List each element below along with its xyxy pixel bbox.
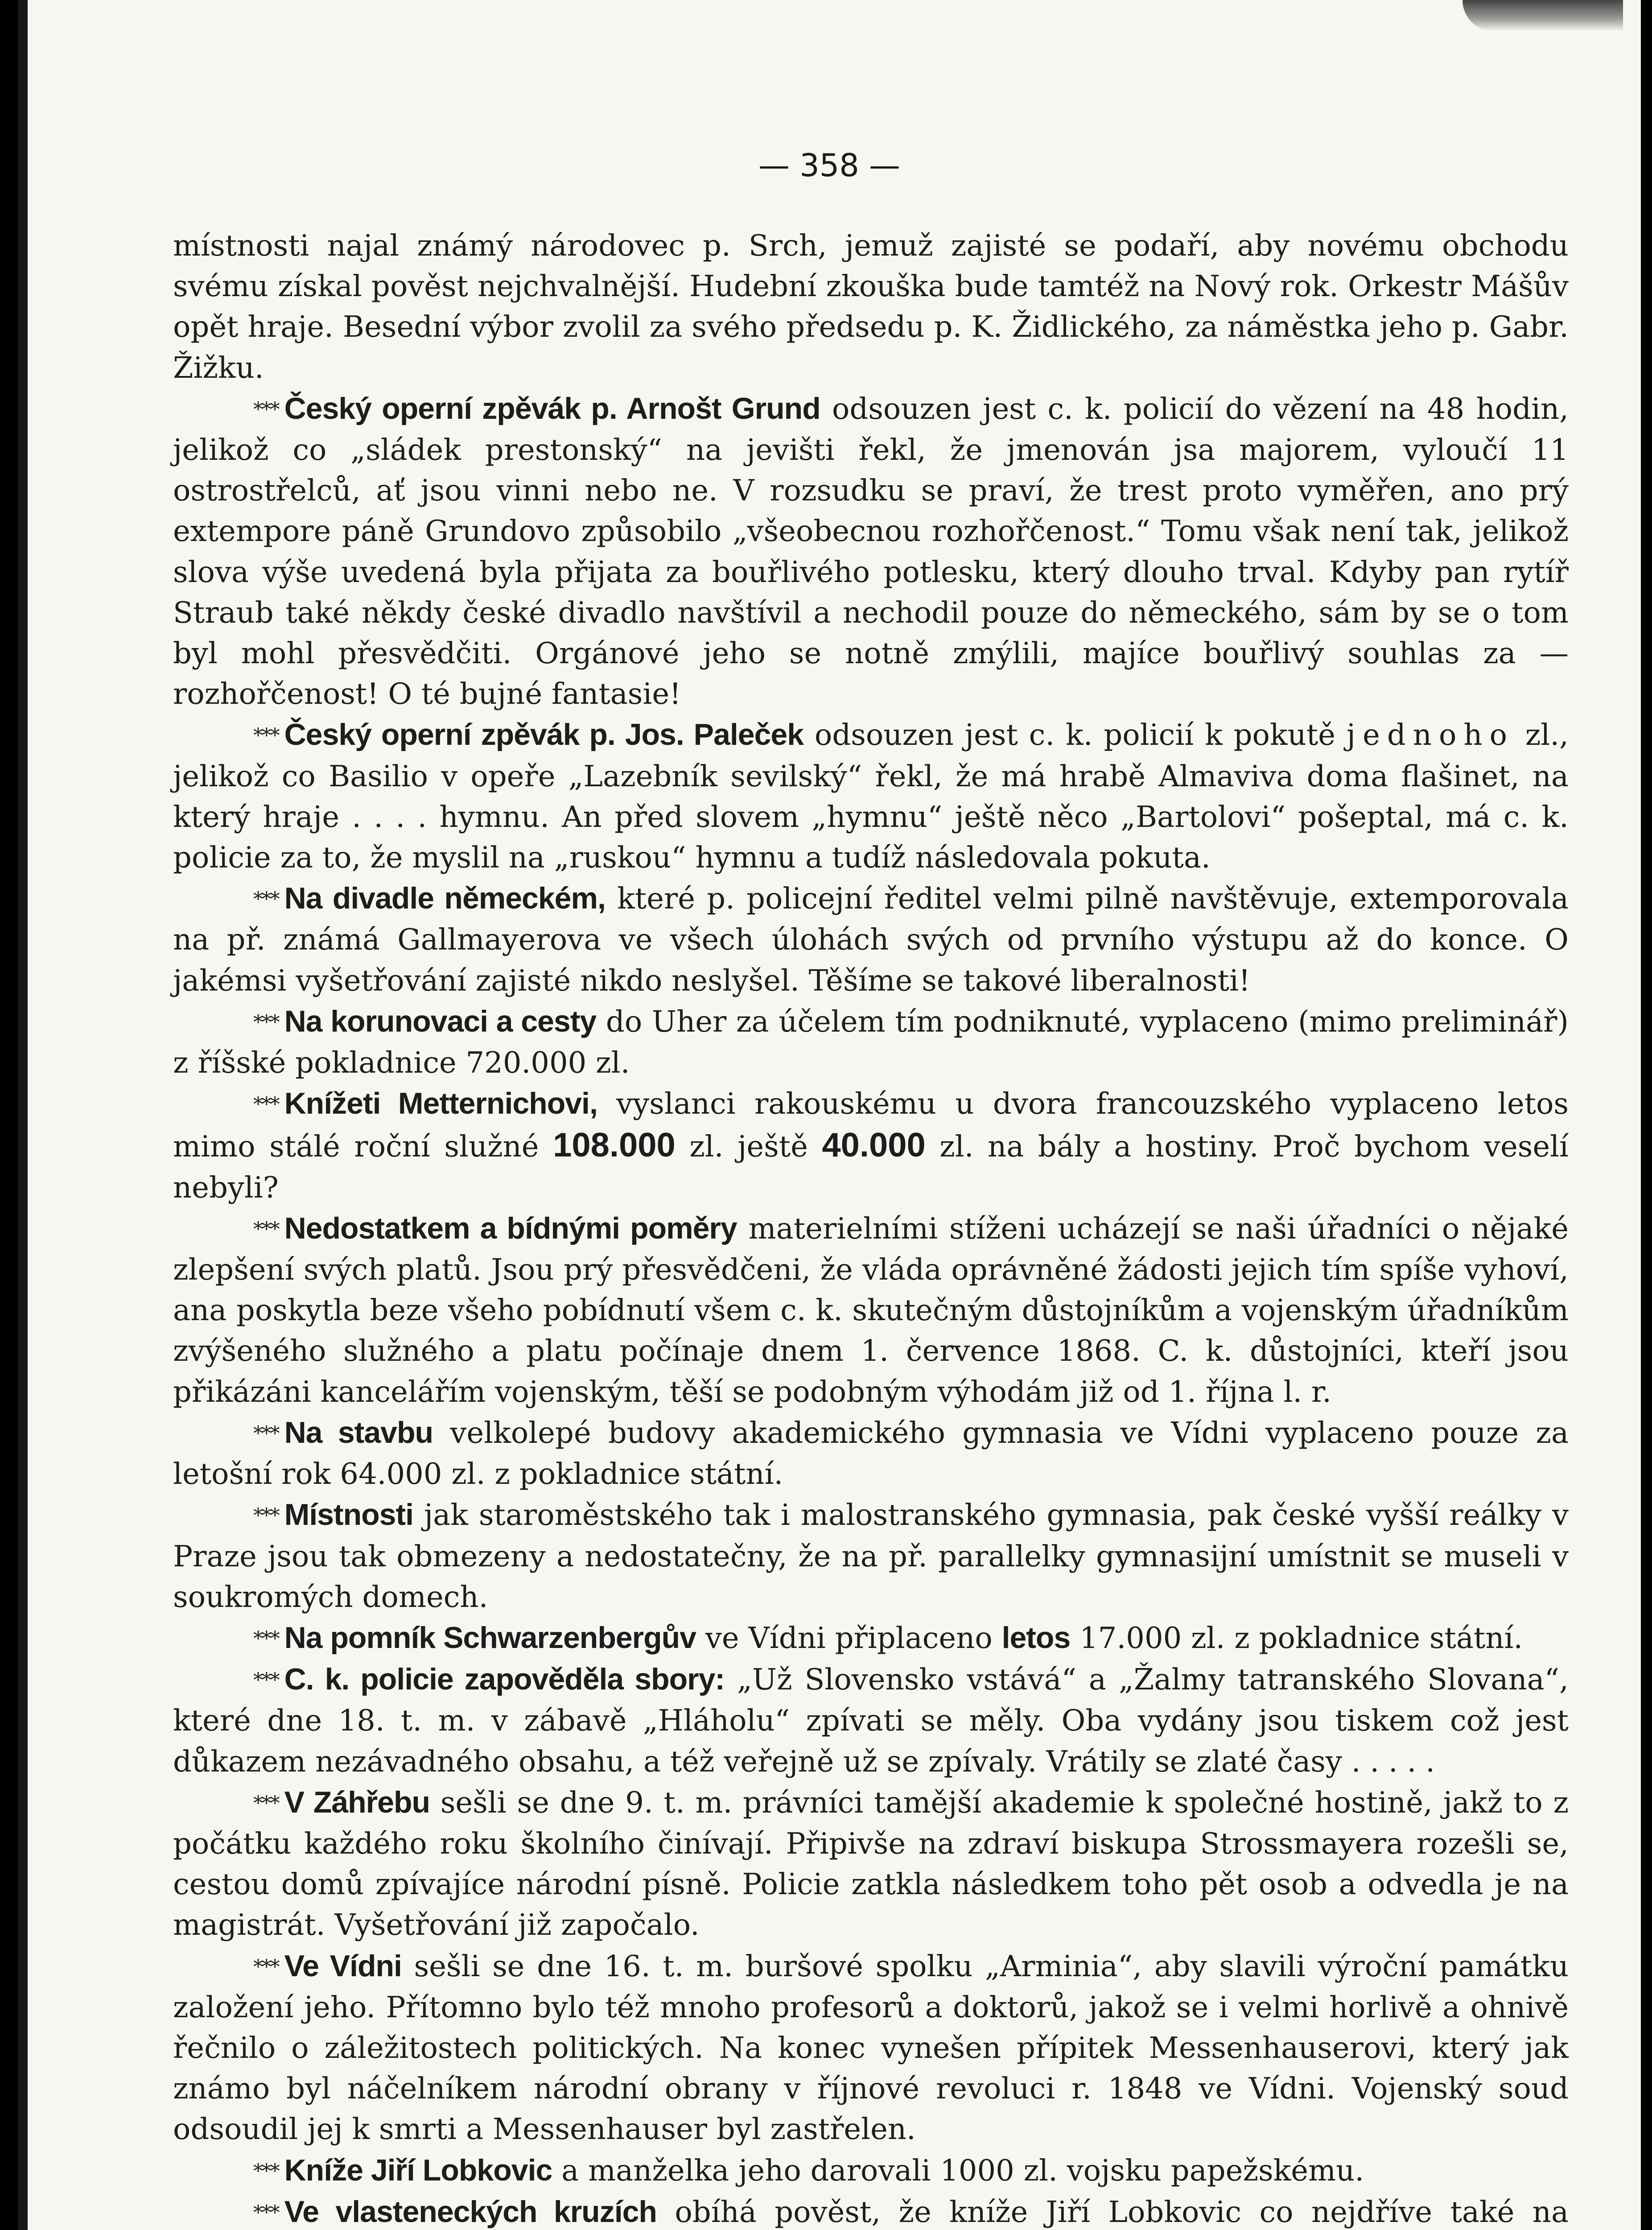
entry-divadlo — [173, 878, 1569, 1001]
entry-policie — [173, 1659, 1569, 1782]
asterism-icon: * * * — [253, 2201, 277, 2224]
entry-text: zl., jelikož co Basilio v opeře „Lazebník sevilský“ řekl, že má hrabě Almaviva doma flašinet, na který hraje . . . . hymnu. An před slovem „hymnu“ ještě něco „Bartolovi“ pošeptal, má c. k. policie za to, že myslil na „ruskou“ hymnu a tudíž následovala pokuta. — [173, 718, 1569, 875]
entry-text: velkolepé budovy akademického gymnasia ve Vídni vyplaceno pouze za letošní rok 64.000 zl. z pokladnice státní. — [173, 1416, 1569, 1491]
asterism-icon: * * * — [253, 1011, 277, 1034]
entry-metternich — [173, 1083, 1569, 1208]
entry-heading: Místnosti — [284, 1498, 414, 1532]
entry-mistnosti — [173, 1495, 1569, 1618]
asterism-icon: * * * — [253, 1955, 277, 1978]
emphasis-bold: letos — [1001, 1620, 1071, 1655]
corner-smudge — [1462, 0, 1623, 31]
entry-heading: Kníže Jiří Lobkovic — [284, 2153, 552, 2187]
entry-text: obíhá pověst, že kníže Jiří Lobkovic co nejdříve také na — [675, 2195, 1569, 2229]
asterism-icon: * * * — [253, 1504, 277, 1528]
intro-paragraph: místnosti najal známý národovec p. Srch, jemuž zajisté se podaří, aby novému obchodu svému získal pověst nejchvalnější. Hudební zkouška bude tamtéž na Nový rok. Orkestr Mášův opět hraje. Besední výbor zvolil za svého předsedu p. K. Židlického, za náměstka jeho p. Gabr. Žižku. — [173, 229, 1569, 385]
entry-pomnik — [173, 1618, 1569, 1659]
entry-text: 17.000 zl. z pokladnice státní. — [1070, 1621, 1523, 1655]
entry-heading: Na divadle německém, — [284, 881, 606, 916]
entry-viden — [173, 1946, 1569, 2150]
entry-text: sešli se dne 16. t. m. buršové spolku „Arminia“, aby slavili výroční památku založení jeho. Přítomno bylo též mnoho profesorů a doktorů, jakož se i velmi horlivě a ohnivě řečnilo o záležitostech politických. Na konec vynešen přípitek Messenhauserovi, který jak známo byl náčelníkem národní obrany v říjnové revoluci r. 1848 ve Vídni. Vojenský soud odsoudil jej k smrti a Messenhauser byl zastřelen. — [173, 1949, 1569, 2147]
scanned-page — [18, 0, 1641, 2230]
entry-kruzich — [173, 2192, 1569, 2230]
asterism-icon: * * * — [253, 1218, 277, 1241]
asterism-icon: * * * — [253, 1627, 277, 1650]
asterism-icon: * * * — [253, 1422, 277, 1445]
entry-text: sešli se dne 9. t. m. právníci tamější akademie k společné hostině, jakž to z počátku každého roku školního činívají. Připivše na zdraví biskupa Strossmayera rozešli se, cestou domů zpívajíce národní písně. Policie zatkla následkem toho pět osob a odvedla je na magistrát. Vyšetřování již započalo. — [173, 1785, 1569, 1942]
entry-text: vyslanci rakouskému u dvora francouzského vyplaceno letos mimo stálé roční služné — [173, 1087, 1569, 1164]
entry-heading: Nedostatkem a bídnými poměry — [284, 1211, 737, 1245]
entry-heading: Ve vlasteneckých kruzích — [284, 2194, 657, 2229]
article-body — [173, 226, 1569, 2230]
entry-text: materielními stíženi ucházejí se naši úřadníci o nějaké zlepšení svých platů. Jsou prý přesvědčeni, že vláda oprávněné žádosti jejich tím spíše vyhoví, ana poskytla beze všeho pobídnutí všem c. k. skutečným důstojníkům a vojenským úřadníkům zvýšeného služného a platu počínaje dnem 1. července 1868. C. k. důstojníci, kteří jsou přikázáni kancelářím vojenským, těší se podobným výhodám již od 1. října l. r. — [173, 1211, 1569, 1409]
entry-heading: V Záhřebu — [284, 1785, 430, 1819]
page-number: — 358 — — [758, 147, 901, 184]
entry-text: do Uher za účelem tím podniknuté, vyplaceno (mimo preliminář) z říšské pokladnice 720.000 zl. — [173, 1004, 1569, 1080]
entry-text: a manželka jeho darovali 1000 zl. vojsku papežskému. — [552, 2153, 1364, 2188]
entry-heading: Český operní zpěvák p. Arnošt Grund — [284, 391, 820, 425]
entry-heading: Na korunovaci a cesty — [284, 1004, 597, 1038]
entry-lobkovic — [173, 2150, 1569, 2192]
entry-text: jak staroměstského tak i malostranského gymnasia, pak české vyšší reálky v Praze jsou tak obmezeny a nedostatečny, že na př. parallelky gymnasijní umístnit se museli v soukromých domech. — [173, 1498, 1569, 1614]
entry-text: zl. na bály a hostiny. Proč bychom veselí nebyli? — [173, 1130, 1569, 1205]
entry-heading: Knížeti Metternichovi, — [284, 1086, 597, 1121]
entry-nedostatek — [173, 1208, 1569, 1412]
entry-stavba — [173, 1412, 1569, 1495]
asterism-icon: * * * — [253, 1792, 277, 1815]
asterism-icon: * * * — [253, 724, 277, 747]
entry-text: odsouzen jest c. k. policií do vězení na 48 hodin, jelikož co „sládek prestonský“ na jevišti řekl, že jmenován jsa majorem, vyloučí 11 ostrostřelců, ať jsou vinni nebo ne. V rozsudku se praví, že trest proto vyměřen, ano prý extempore páně Grundovo způsobilo „všeobecnou rozhořčenost.“ Tomu však není tak, jelikož slova výše uvedená byla přijata za bouřlivého potlesku, který dlouho trval. Kdyby pan rytíř Straub také někdy české divadlo navštívil a nechodil pouze do německého, sám by se o tom byl mohl přesvědčiti. Orgánové jeho se notně zmýlili, majíce bouřlivý souhlas za — rozhořčenost! O té bujné fantasie! — [173, 392, 1569, 711]
spaced-emphasis: jednoho — [1346, 718, 1515, 752]
entry-grund — [173, 388, 1569, 715]
entry-heading: C. k. policie zapověděla sbory: — [284, 1662, 725, 1697]
entry-heading: Na pomník Schwarzenbergův — [284, 1620, 696, 1655]
entry-korunovace — [173, 1001, 1569, 1083]
amount-bold: 40.000 — [822, 1126, 926, 1165]
entry-heading: Na stavbu — [284, 1415, 433, 1450]
asterism-icon: * * * — [253, 1669, 277, 1692]
entry-text: zl. ještě — [675, 1130, 822, 1164]
entry-text: ve Vídni připlaceno — [696, 1621, 1002, 1655]
asterism-icon: * * * — [253, 1093, 277, 1116]
asterism-icon: * * * — [253, 2160, 277, 2183]
amount-bold: 108.000 — [553, 1126, 676, 1165]
entry-zahreb — [173, 1782, 1569, 1946]
asterism-icon: * * * — [253, 888, 277, 911]
entry-heading: Ve Vídni — [284, 1949, 402, 1983]
asterism-icon: * * * — [253, 398, 277, 421]
entry-text: odsouzen jest c. k. policií k pokutě — [803, 718, 1347, 752]
page-spine-shadow — [18, 0, 28, 2230]
entry-heading: Český operní zpěvák p. Jos. Paleček — [284, 718, 804, 752]
entry-text: které p. policejní ředitel velmi pilně navštěvuje, extemporovala na př. známá Gallmayerova ve všech úlohách svých od prvního výstupu až do konce. O jakémsi vyšetřování zajisté nikdo neslyšel. Těšíme se takové liberalnosti! — [173, 882, 1569, 998]
entry-text: „Už Slovensko vstává“ a „Žalmy tatranského Slovana“, které dne 18. t. m. v zábavě „Hláholu“ zpívati se měly. Oba vydány jsou tiskem což jest důkazem nezávadného obsahu, a též veřejně už se zpívaly. Vrátily se zlaté časy . . . . . — [173, 1663, 1569, 1779]
entry-palecek — [173, 714, 1569, 878]
